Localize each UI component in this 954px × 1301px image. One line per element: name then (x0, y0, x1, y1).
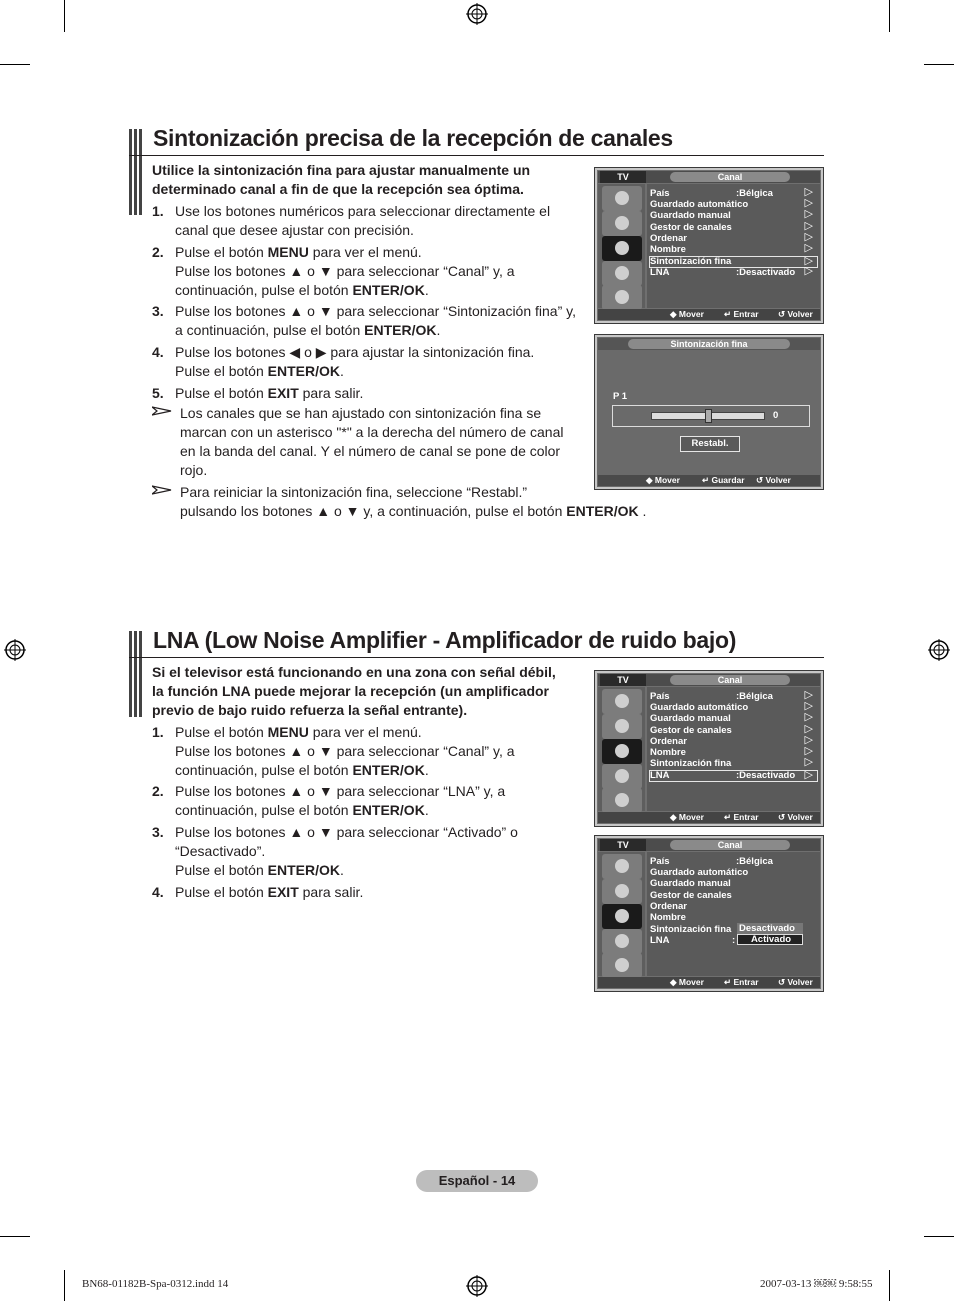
section-rule (129, 155, 824, 156)
note-text: Para reiniciar la sintonización fina, seleccione “Restabl.” (180, 484, 528, 500)
osd-caption: Canal (670, 675, 790, 685)
setup-icon (602, 929, 642, 954)
osd-tv-tab: TV (600, 171, 646, 183)
step-text: Pulse el botón MENU para ver el menú. (175, 244, 422, 260)
note-arrow-icon (152, 406, 172, 416)
registration-mark-icon (928, 639, 950, 661)
step-text: Pulse el botón EXIT para salir. (175, 884, 364, 900)
crop-mark (889, 1270, 890, 1301)
menu-item-ordenar: Ordenar ▷ (650, 734, 813, 747)
osd-hint-entrar: ↵ Entrar (724, 812, 759, 822)
step-number: 2. (152, 783, 164, 799)
osd-caption: Sintonización fina (628, 339, 790, 349)
crop-mark (0, 64, 30, 65)
sound-icon (602, 211, 642, 236)
input-icon (602, 285, 642, 310)
menu-item-lna: LNA : (650, 935, 736, 946)
osd-hint-volver: ↺ Volver (756, 475, 791, 485)
note-text: marcan con un asterisco "*" a la derecha del número de canal (180, 424, 564, 440)
page-number-badge: Español - 14 (416, 1170, 538, 1192)
picture-icon (602, 689, 642, 714)
section-bar (129, 631, 144, 717)
reset-button[interactable]: Restabl. (680, 436, 740, 452)
step-text: continuación, pulse el botón ENTER/OK. (175, 282, 429, 298)
note-text: rojo. (180, 462, 208, 478)
crop-mark (924, 64, 954, 65)
step-number: 3. (152, 824, 164, 840)
menu-item-ordenar: Ordenar (650, 901, 687, 912)
step-text: Pulse los botones ▲ o ▼ para seleccionar “Canal” y, a (175, 263, 515, 279)
note-text: Los canales que se han ajustado con sintonización fina se (180, 405, 542, 421)
intro-text: determinado canal a fin de que la recepción sea óptima. (152, 181, 524, 197)
step-text: Pulse el botón ENTER/OK. (175, 862, 344, 878)
osd-hint-entrar: ↵ Entrar (724, 977, 759, 987)
menu-item-gestor-canales: Gestor de canales (650, 890, 732, 901)
osd-caption: Canal (670, 172, 790, 182)
step-text: canal que desee ajustar con precisión. (175, 222, 414, 238)
step-text: Pulse el botón EXIT para salir. (175, 385, 364, 401)
intro-text: Utilice la sintonización fina para ajustar manualmente un (152, 162, 531, 178)
crop-mark (889, 0, 890, 32)
intro-text: Si el televisor está funcionando en una zona con señal débil, (152, 664, 556, 680)
step-text: Pulse los botones ▲ o ▼ para seleccionar “Activado” o (175, 824, 518, 840)
menu-item-ordenar: Ordenar ▷ (650, 231, 813, 244)
section-bar (129, 129, 144, 215)
step-text: a continuación, pulse el botón ENTER/OK. (175, 322, 441, 338)
menu-item-guardado-manual: Guardado manual ▷ (650, 711, 813, 724)
picture-icon (602, 854, 642, 879)
menu-item-nombre: Nombre ▷ (650, 242, 813, 255)
osd-fine-tune (594, 334, 824, 490)
registration-mark-icon (4, 639, 26, 661)
osd-hint-mover: ◆ Mover (670, 309, 704, 319)
osd-lna-options (594, 835, 824, 992)
menu-item-guardado-automatico: Guardado automático ▷ (650, 197, 813, 210)
channel-label: P 1 (613, 391, 628, 402)
intro-text: la función LNA puede mejorar la recepción (un amplificador (152, 683, 549, 699)
menu-item-lna: LNA :Desactivado ▷ (649, 770, 818, 782)
menu-item-gestor-canales: Gestor de canales ▷ (650, 723, 813, 736)
menu-item-sintonizacion-fina: Sintonización fina (650, 924, 732, 935)
osd-hint-volver: ↺ Volver (778, 977, 813, 987)
step-text: “Desactivado”. (175, 843, 266, 859)
osd-hint-volver: ↺ Volver (778, 309, 813, 319)
section-title: Sintonización precisa de la recepción de canales (153, 125, 673, 151)
osd-hint-entrar: ↵ Entrar (724, 309, 759, 319)
section-title: LNA (Low Noise Amplifier - Amplificador de ruido bajo) (153, 627, 737, 653)
osd-hint-guardar: ↵ Guardar (702, 475, 745, 485)
osd-hint-volver: ↺ Volver (778, 812, 813, 822)
sound-icon (602, 879, 642, 904)
registration-mark-icon (466, 1275, 488, 1297)
lna-option-activado[interactable]: Activado (737, 934, 803, 945)
step-number: 5. (152, 385, 164, 401)
crop-mark (64, 1270, 65, 1301)
picture-icon (602, 186, 642, 211)
menu-item-pais: País :Bélgica (650, 856, 773, 867)
step-text: Pulse los botones ◀ o ▶ para ajustar la sintonización fina. (175, 344, 535, 360)
menu-item-lna: LNA :Desactivado ▷ (650, 265, 813, 278)
menu-item-guardado-automatico: Guardado automático (650, 867, 749, 878)
step-number: 4. (152, 344, 164, 360)
setup-icon (602, 261, 642, 286)
step-text: Pulse los botones ▲ o ▼ para seleccionar “Canal” y, a (175, 743, 515, 759)
menu-item-guardado-manual: Guardado manual (650, 878, 731, 889)
section-rule (129, 657, 824, 658)
note-text: en la banda del canal. Y el número de canal se pone de color (180, 443, 561, 459)
osd-tv-tab: TV (600, 674, 646, 686)
step-number: 1. (152, 724, 164, 740)
osd-channel-menu (594, 670, 824, 827)
osd-tv-tab: TV (600, 839, 646, 851)
step-text: continuación, pulse el botón ENTER/OK. (175, 762, 429, 778)
sound-icon (602, 714, 642, 739)
step-number: 4. (152, 884, 164, 900)
crop-mark (0, 1236, 30, 1237)
menu-item-nombre: Nombre ▷ (650, 745, 813, 758)
intro-text: previo de bajo ruido refuerza la señal entrante). (152, 702, 468, 718)
osd-hint-mover: ◆ Mover (646, 475, 680, 485)
crop-mark (924, 1236, 954, 1237)
note-arrow-icon (152, 485, 172, 495)
file-name: BN68-01182B-Spa-0312.indd 14 (82, 1278, 229, 1290)
fine-tune-slider-handle[interactable] (705, 409, 712, 423)
menu-item-gestor-canales: Gestor de canales ▷ (650, 220, 813, 233)
fine-tune-slider-box (612, 405, 810, 427)
step-text: Pulse el botón ENTER/OK. (175, 363, 344, 379)
crop-mark (64, 0, 65, 32)
menu-item-guardado-automatico: Guardado automático ▷ (650, 700, 813, 713)
step-text: Use los botones numéricos para seleccionar directamente el (175, 203, 551, 219)
step-text: continuación, pulse el botón ENTER/OK. (175, 802, 429, 818)
osd-hint-mover: ◆ Mover (670, 977, 704, 987)
channel-icon (602, 236, 642, 261)
menu-item-pais: País :Bélgica ▷ (650, 689, 813, 702)
print-date: 2007-03-13 ￼￼ 9:58:55 (760, 1278, 873, 1290)
lna-option-desactivado[interactable]: Desactivado (737, 923, 803, 934)
setup-icon (602, 764, 642, 789)
step-text: Pulse los botones ▲ o ▼ para seleccionar “LNA” y, a (175, 783, 506, 799)
channel-icon (602, 739, 642, 764)
step-number: 3. (152, 303, 164, 319)
channel-icon (602, 904, 642, 929)
menu-item-guardado-manual: Guardado manual ▷ (650, 208, 813, 221)
menu-item-nombre: Nombre (650, 912, 686, 923)
step-text: Pulse el botón MENU para ver el menú. (175, 724, 422, 740)
menu-item-sintonizacion-fina: Sintonización fina ▷ (649, 256, 818, 268)
input-icon (602, 788, 642, 813)
fine-tune-value: 0 (773, 410, 779, 421)
note-text: pulsando los botones ▲ o ▼ y, a continuación, pulse el botón ENTER/OK . (180, 503, 647, 519)
menu-item-sintonizacion-fina: Sintonización fina ▷ (650, 756, 813, 769)
step-text: Pulse los botones ▲ o ▼ para seleccionar “Sintonización fina” y, (175, 303, 576, 319)
osd-hint-mover: ◆ Mover (670, 812, 704, 822)
registration-mark-icon (466, 3, 488, 25)
menu-item-pais: País :Bélgica ▷ (650, 186, 813, 199)
step-number: 1. (152, 203, 164, 219)
input-icon (602, 953, 642, 978)
osd-caption: Canal (670, 840, 790, 850)
step-number: 2. (152, 244, 164, 260)
osd-channel-menu (594, 167, 824, 324)
